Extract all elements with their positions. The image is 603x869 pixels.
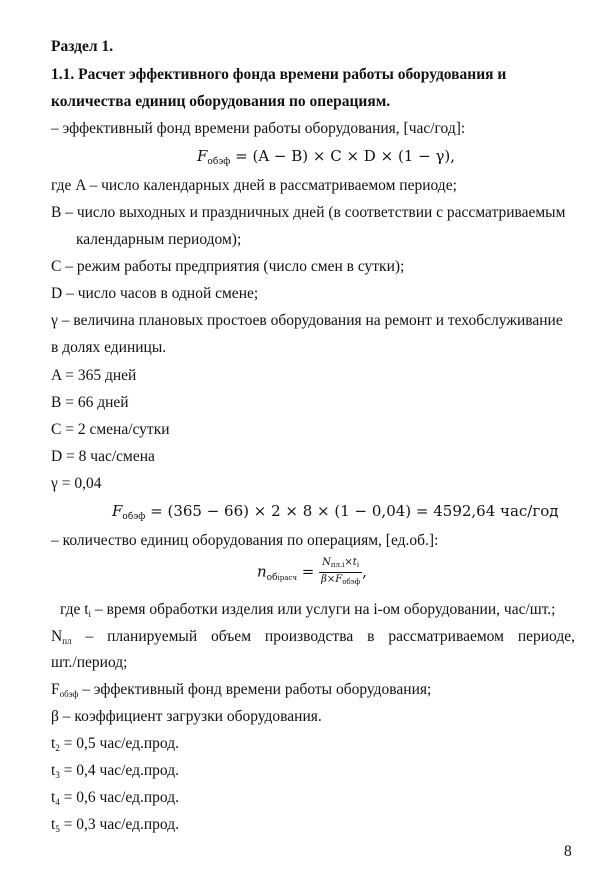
time-t3: [51, 762, 179, 784]
formula-computed-lhs: F: [112, 502, 123, 520]
time-t2-sub: 2: [55, 743, 60, 753]
time-t2-prefix: t: [51, 735, 56, 752]
time-t5-prefix: t: [51, 816, 56, 833]
denominator-times: ×: [326, 574, 336, 585]
definition-d: D – число часов в одной смене;: [51, 285, 259, 302]
time-t3-rest: = 0,4 час/ед.прод.: [59, 762, 179, 779]
value-a: A = 365 дней: [51, 367, 137, 384]
formula-units-eq: =: [301, 562, 315, 581]
where-ti-prefix: где t: [60, 601, 89, 618]
formula-fund: [197, 147, 455, 167]
value-b: B = 66 дней: [51, 394, 129, 411]
denominator-beta: β: [321, 574, 327, 585]
value-d: D = 8 час/смена: [51, 448, 155, 465]
value-gamma: γ = 0,04: [51, 475, 102, 492]
where-npl-prefix: N: [51, 628, 63, 645]
time-t2: [51, 735, 179, 757]
section-title: Раздел 1.: [51, 38, 114, 55]
formula-units-fraction: [319, 557, 362, 588]
formula-units-lhs: n: [257, 562, 267, 581]
numerator-t: t: [352, 557, 357, 568]
numerator-n: N: [322, 557, 331, 568]
formula-fund-computed: [112, 502, 558, 522]
numerator-n-sub: пл.i: [330, 561, 345, 569]
time-t3-prefix: t: [51, 762, 56, 779]
formula-computed-rhs: = (365 − 66) × 2 × 8 × (1 − 0,04) = 4592,64 час/год: [150, 502, 559, 520]
subsection-title-line2: количества единиц оборудования по операциям.: [51, 93, 391, 110]
time-t5-rest: = 0,3 час/ед.прод.: [59, 816, 179, 833]
time-t4-sub: 4: [55, 797, 60, 807]
definition-a: где A – число календарных дней в рассматриваемом периоде;: [51, 177, 457, 194]
formula-fund-rhs: = (A − B) × C × D × (1 − γ),: [235, 147, 456, 165]
value-c: C = 2 смена/сутки: [51, 421, 170, 438]
where-npl-sub: пл: [62, 636, 72, 646]
where-f-rest: – эффективный фонд времени работы оборудования;: [78, 681, 432, 698]
page-number: 8: [564, 843, 572, 860]
fund-intro: – эффективный фонд времени работы оборудования, [час/год]:: [51, 120, 466, 137]
definition-b-line1: B – число выходных и праздничных дней (в соответствии с рассматриваемым: [51, 204, 566, 221]
definition-c: C – режим работы предприятия (число смен в сутки);: [51, 258, 405, 275]
denominator-f: F: [335, 574, 343, 585]
time-t2-rest: = 0,5 час/ед.прод.: [59, 735, 179, 752]
where-ti-rest: – время обработки изделия или услуги на i-ом оборудовании, час/шт.;: [91, 601, 556, 618]
formula-units: [257, 557, 367, 588]
formula-units-numerator: [319, 557, 362, 573]
where-f-sub: обэф: [59, 689, 79, 699]
numerator-t-sub: i: [356, 561, 360, 569]
time-t5-sub: 5: [55, 824, 60, 834]
where-f: [51, 681, 431, 703]
time-t4-prefix: t: [51, 789, 56, 806]
subsection-title-line1: 1.1. Расчет эффективного фонда времени работы оборудования и: [51, 66, 507, 83]
formula-units-lhs-subsub: iрасч: [277, 573, 297, 582]
denominator-f-sub: обэф: [342, 578, 361, 586]
units-intro: – количество единиц оборудования по операциям, [ед.об.]:: [51, 532, 439, 549]
time-t5: [51, 816, 179, 838]
definition-gamma-line2: в долях единицы.: [51, 339, 167, 356]
formula-fund-lhs-sub: обэф: [207, 157, 231, 167]
numerator-times: ×: [344, 557, 353, 568]
definition-b-line2: календарным периодом);: [76, 231, 242, 248]
formula-computed-lhs-sub: обэф: [122, 512, 146, 522]
time-t4-rest: = 0,6 час/ед.прод.: [59, 789, 179, 806]
where-f-prefix: F: [51, 681, 60, 698]
where-ti-sub: i: [88, 609, 92, 619]
formula-units-lhs-sub: об: [266, 572, 278, 583]
formula-fund-lhs: F: [197, 147, 208, 165]
where-npl-line1: [51, 628, 575, 650]
time-t4: [51, 789, 179, 811]
where-beta: β – коэффициент загрузки оборудования.: [51, 708, 322, 725]
formula-units-denominator: [319, 573, 362, 588]
where-ti: [60, 601, 556, 623]
formula-units-tail: ,: [362, 562, 367, 581]
where-npl-rest: – планируемый объем производства в рассматриваемом периоде,: [71, 628, 575, 645]
time-t3-sub: 3: [55, 770, 60, 780]
where-npl-line2: шт./период;: [51, 654, 128, 671]
definition-gamma-line1: γ – величина плановых простоев оборудования на ремонт и техобслуживание: [51, 312, 563, 329]
